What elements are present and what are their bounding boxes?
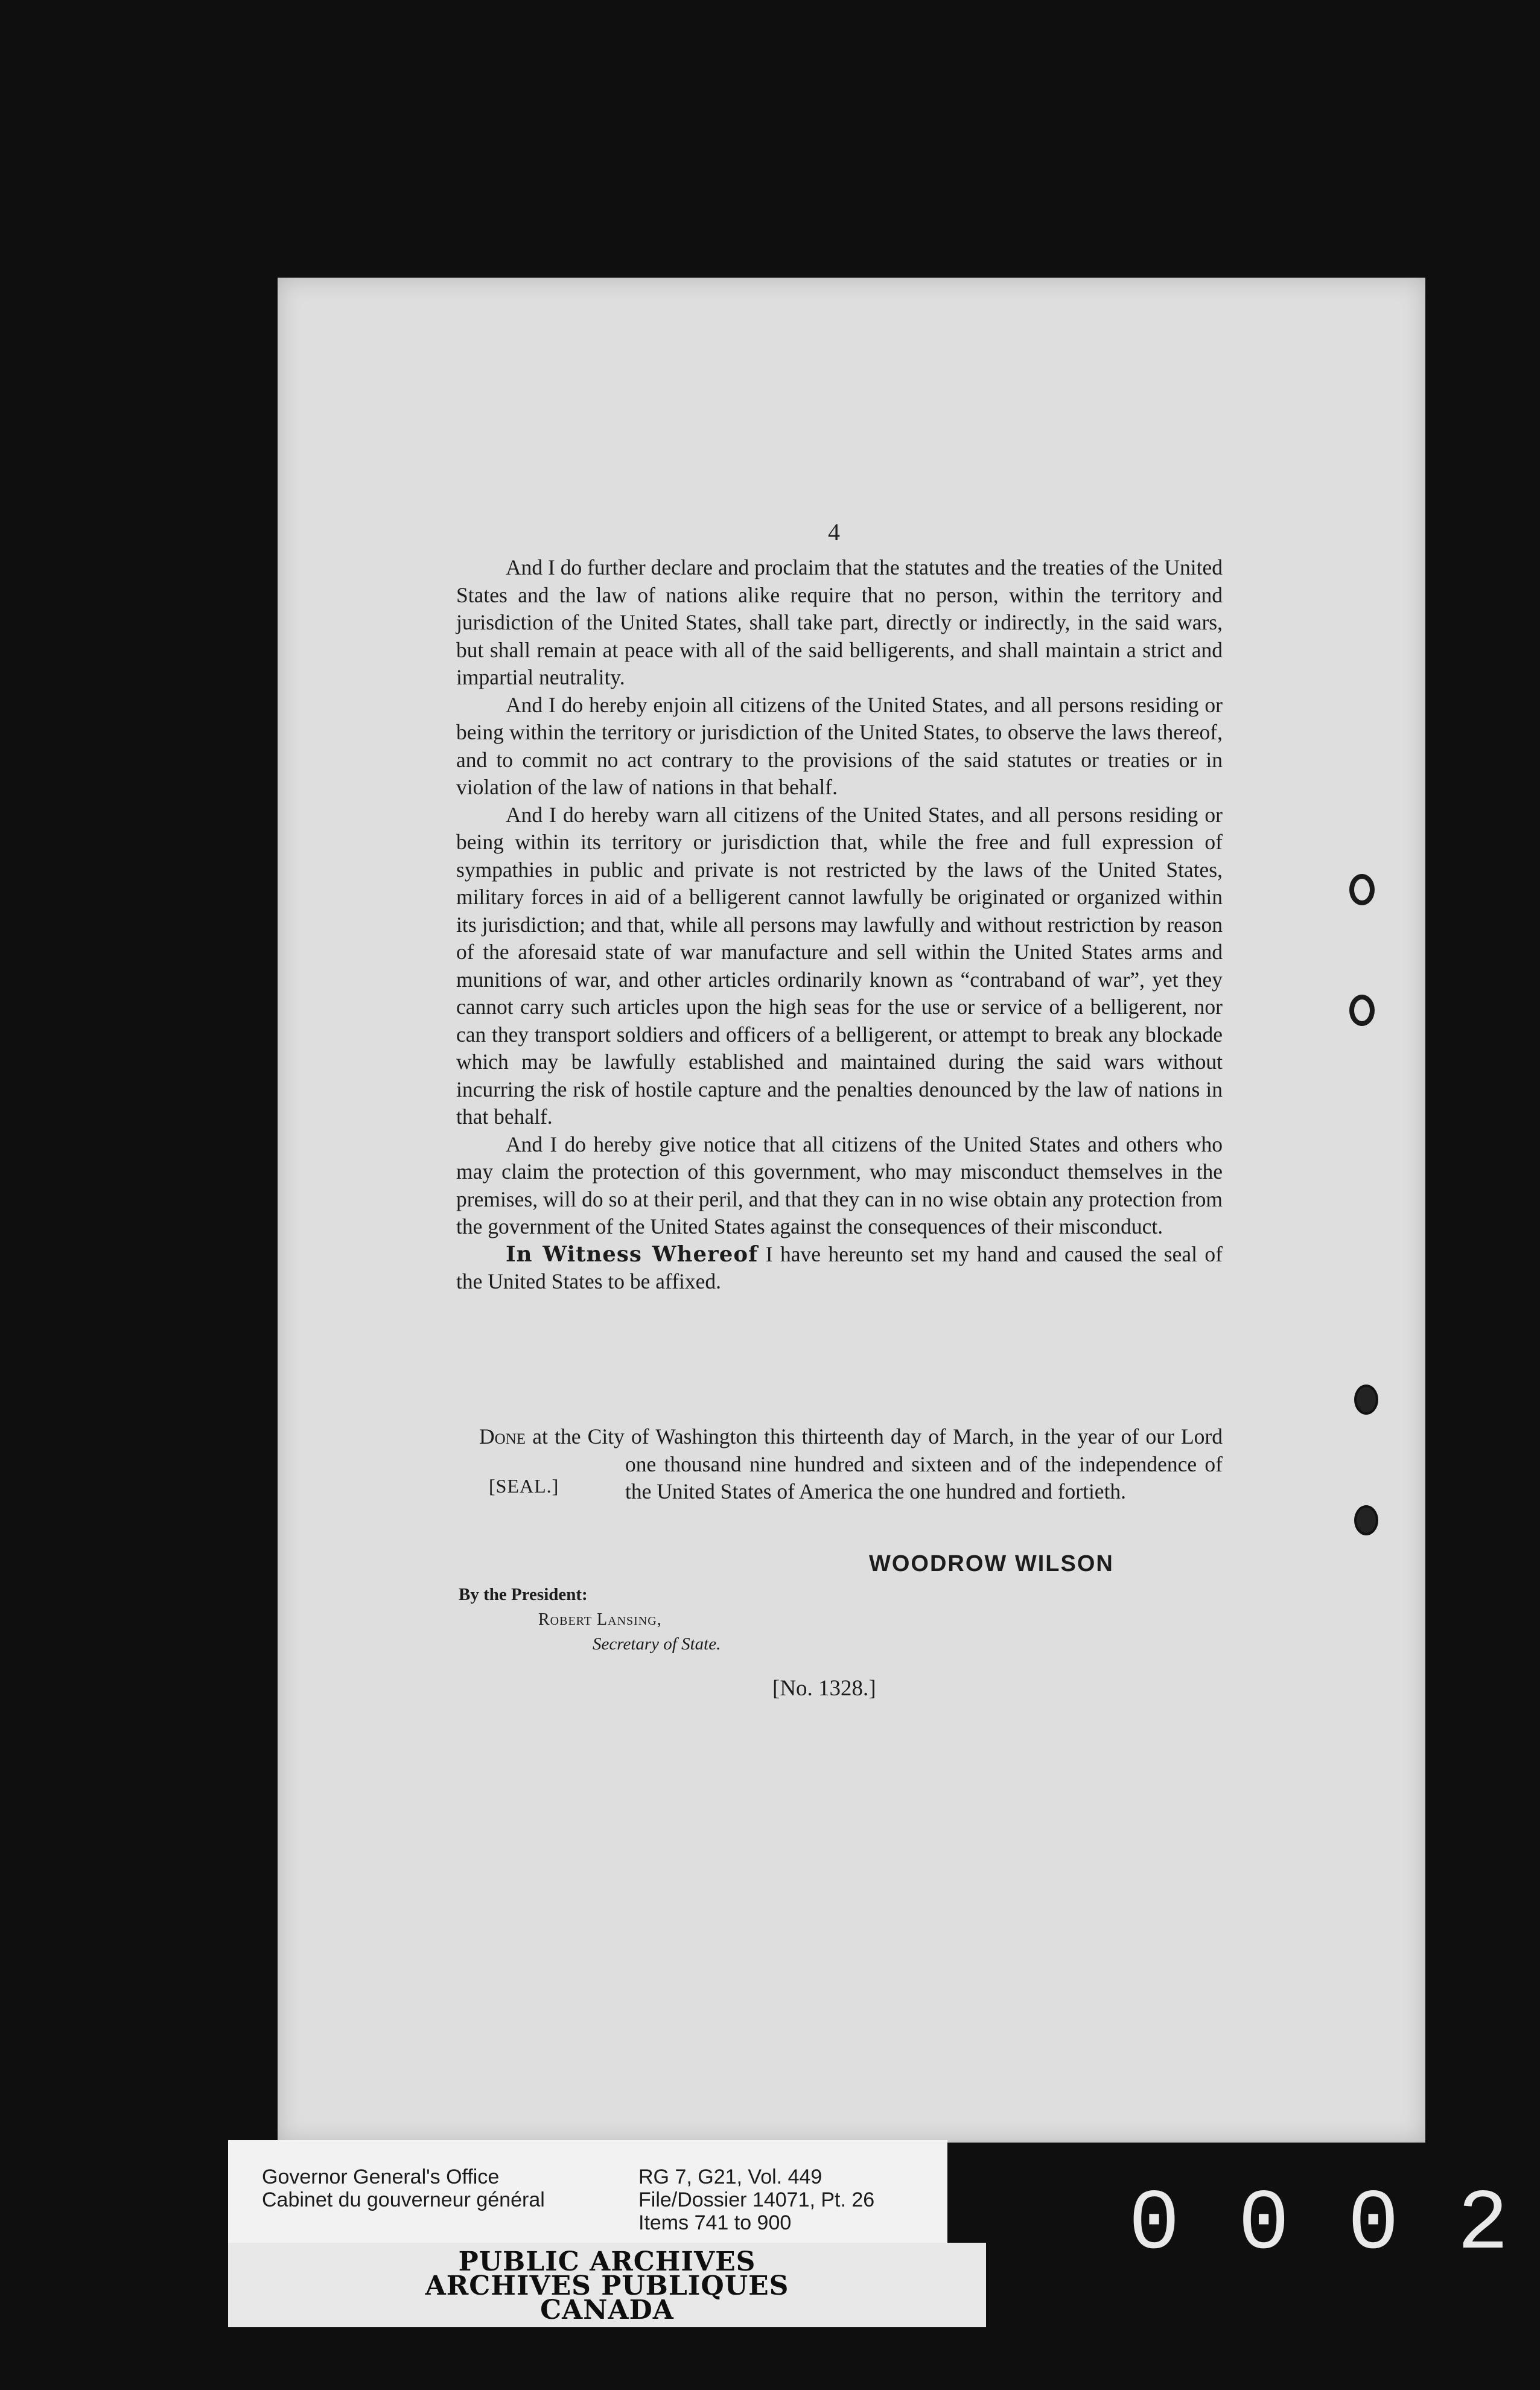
label-reference [638,2165,874,2234]
page-number: 4 [828,518,840,546]
stamp-line: ARCHIVES PUBLIQUES [425,2270,789,2301]
secretary-name: Robert Lansing, [538,1610,662,1629]
office-english: Governor General's Office [262,2165,500,2188]
label-office [262,2165,545,2211]
secretary-title: Secretary of State. [593,1634,721,1654]
proclamation-body [456,554,1223,1296]
witness-paragraph [456,1241,1223,1296]
frame-digit: 0 [1238,2176,1290,2274]
by-president-line: By the President: [459,1585,588,1604]
signature: WOODROW WILSON [869,1551,1114,1576]
stamp-line: CANADA [540,2295,674,2325]
punch-hole [1354,1505,1378,1535]
stamp-line: PUBLIC ARCHIVES [458,2246,756,2277]
record-group: RG 7, G21, Vol. 449 [638,2165,822,2188]
punch-hole [1349,874,1375,905]
archive-reference-label [228,2140,947,2243]
done-text: at the City of Washington this thirteenth day of March, in the year of our Lord one thousand nine hundred and sixteen and of the independence of the United States of America the one hundred and fortieth. [526,1424,1223,1503]
witness-heading: In Witness Whereof [506,1241,759,1267]
paragraph: And I do hereby warn all citizens of the United States, and all persons residing or being within its territory or jurisdiction that, while the free and full expression of sympathies in public and private is not restricted by the laws of the United States, military forces in aid of a belligerent cannot lawfully be originated or organized within its jurisdiction; and that, while all persons may lawfully and without restriction by reason of the aforesaid state of war manufacture and sell within the United States arms and munitions of war, and other articles ordinarily known as “contraband of war”, yet they cannot carry such articles upon the high seas for the use or service of a belligerent, nor can they transport soldiers and officers of a belligerent, or attempt to break any blockade which may be lawfully established and maintained during the said wars without incurring the risk of hostile capture and the penalties denounced by the law of nations in that behalf. [456,802,1223,1129]
seal-mark: [SEAL.] [489,1475,559,1497]
punch-hole [1354,1385,1378,1415]
paragraph: And I do hereby give notice that all citizens of the United States and others who may claim the protection of this government, who may misconduct themselves in the premises, will do so at their peril, and that they can in no wise obtain any protection from the government of the United States against the consequences of their misconduct. [456,1132,1223,1238]
items-range: Items 741 to 900 [638,2211,792,2234]
frame-digit: 0 [1128,2176,1180,2274]
frame-number [1128,2176,1509,2274]
archives-stamp [228,2243,986,2327]
paragraph: And I do further declare and proclaim that the statutes and the treaties of the United States and the law of nations alike require that no person, within the territory and jurisdiction of the United States, shall take part, directly or indirectly, in the said wars, but shall remain at peace with all of the said belligerents, and shall maintain a strict and impartial neutrality. [456,555,1223,689]
paragraph: And I do hereby enjoin all citizens of the United States, and all persons residing or being within the territory or jurisdiction of the United States, to observe the laws thereof, and to commit no act contrary to the provisions of the said statutes or treaties or in violation of the law of nations in that behalf. [456,692,1223,799]
frame-digit: 2 [1457,2176,1509,2274]
office-french: Cabinet du gouverneur général [262,2188,545,2211]
frame-digit: 0 [1348,2176,1399,2274]
witness-text: I have hereunto set my hand and caused the seal of the United States to be affixed. [456,1241,1223,1293]
done-block [456,1423,1223,1506]
proclamation-number: [No. 1328.] [772,1676,876,1701]
punch-hole [1349,995,1375,1026]
done-lead: Done [479,1424,526,1448]
file-dossier: File/Dossier 14071, Pt. 26 [638,2188,875,2211]
